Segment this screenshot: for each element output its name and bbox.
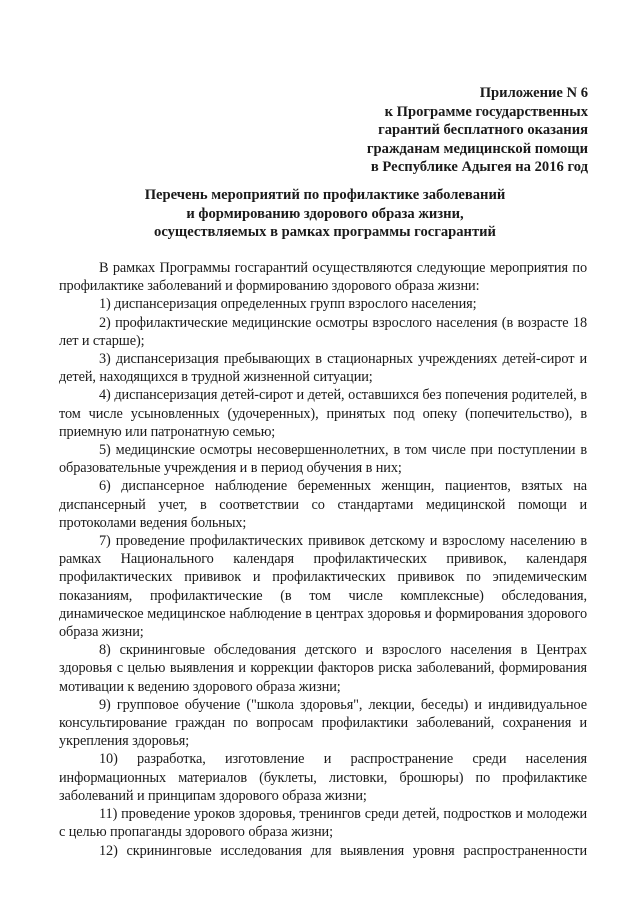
list-item-7: 7) проведение профилактических прививок детскому и взрослому населению в рамках Национального календаря профилактических прививок, календаря профилактических прививок и профилактических прививок по эпидемическим показаниям, профилактические (в том числе комплексные) обследования, динамическое медицинское наблюдение в центрах здоровья и формирования здорового образа жизни; bbox=[59, 533, 587, 641]
intro-paragraph: В рамках Программы госгарантий осуществляются следующие мероприятия по профилактике заболеваний и формированию здорового образа жизни: bbox=[59, 260, 587, 295]
appendix-line: в Республике Адыгея на 2016 год bbox=[370, 159, 588, 176]
list-item-6: 6) диспансерное наблюдение беременных женщин, пациентов, взятых на диспансерный учет, в соответствии со стандартами медицинской помощи и протоколами ведения больных; bbox=[59, 478, 587, 531]
list-item-10: 10) разработка, изготовление и распространение среди населения информационных материалов (буклеты, листовки, брошюры) по профилактике заболеваний и принципам здорового образа жизни; bbox=[59, 751, 587, 804]
list-item-9: 9) групповое обучение ("школа здоровья", лекции, беседы) и индивидуальное консультирование граждан по вопросам профилактики заболеваний, сохранения и укрепления здоровья; bbox=[59, 696, 587, 750]
title-line: Перечень мероприятий по профилактике заболеваний bbox=[144, 187, 506, 203]
list-item-8: 8) скрининговые обследования детского и взрослого населения в Центрах здоровья с целью выявления и коррекции факторов риска заболеваний, формирования мотивации к ведению здорового образа жизни; bbox=[59, 642, 587, 695]
list-item-2: 2) профилактические медицинские осмотры взрослого населения (в возрасте 18 лет и старше); bbox=[59, 314, 587, 349]
appendix-line: к Программе государственных bbox=[384, 103, 588, 120]
list-item-1: 1) диспансеризация определенных групп взрослого населения; bbox=[99, 296, 477, 313]
title-line: осуществляемых в рамках программы госгарантий bbox=[154, 224, 496, 241]
list-item-4: 4) диспансеризация детей-сирот и детей, оставшихся без попечения родителей, в том числе усыновленных (удочеренных), принятых под опеку (попечительство), в приемную или патронатную семью; bbox=[59, 387, 587, 440]
appendix-header bbox=[367, 84, 588, 177]
list-item-5: 5) медицинские осмотры несовершеннолетних, в том числе при поступлении в образовательные учреждения и в период обучения в них; bbox=[59, 442, 587, 477]
list-item-3: 3) диспансеризация пребывающих в стационарных учреждениях детей-сирот и детей, находящихся в трудной жизненной ситуации; bbox=[59, 351, 587, 386]
appendix-line: гражданам медицинской помощи bbox=[366, 140, 588, 157]
document-body bbox=[59, 259, 587, 860]
list-item-12: 12) скрининговые исследования для выявления уровня распространенности bbox=[99, 842, 587, 859]
appendix-line: гарантий бесплатного оказания bbox=[378, 122, 588, 139]
appendix-line: Приложение N 6 bbox=[479, 85, 588, 101]
title-line: и формированию здорового образа жизни, bbox=[186, 205, 464, 222]
list-item-11: 11) проведение уроков здоровья, тренингов среди детей, подростков и молодежи с целью пропаганды здорового образа жизни; bbox=[59, 806, 587, 841]
document-title bbox=[60, 186, 590, 242]
